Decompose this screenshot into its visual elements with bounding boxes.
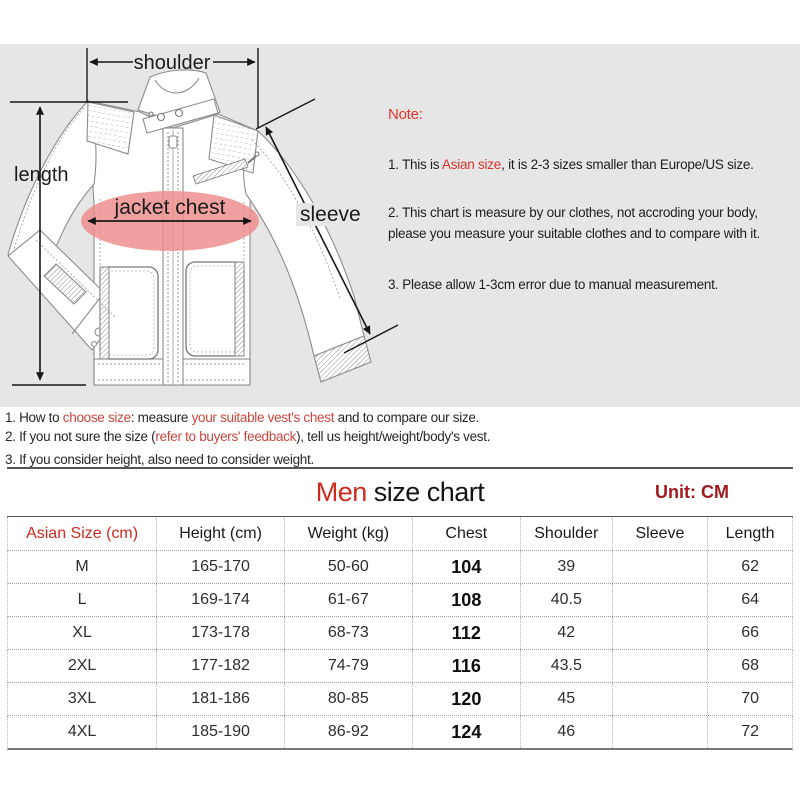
tip-line-1 [5,408,797,427]
tip-text: 2. If you not sure the size ( [5,429,156,444]
table-cell: 66 [707,617,792,649]
table-cell: 45 [520,683,612,715]
size-table [7,467,793,750]
table-cell: 72 [707,716,792,748]
note-text: 2. This chart is measure by our clothes, not accroding your body, [388,205,758,220]
table-title-red: Men [315,477,367,507]
table-cell: 80-85 [284,683,412,715]
tip-text-red: your suitable vest's chest [191,410,335,425]
table-cell: 43.5 [520,650,612,682]
note-text-red: Asian size [442,157,502,172]
table-cell-size: 2XL [67,657,97,674]
table-cell: 62 [707,551,792,583]
table-cell: 177-182 [156,650,284,682]
table-row [7,716,793,750]
note-text: 1. This is [388,157,443,172]
table-cell: 64 [707,584,792,616]
table-cell [612,617,708,649]
sleeve-label: sleeve [300,203,361,226]
tips-section [5,408,797,469]
table-row [7,584,793,617]
column-header-weight: Weight (kg) [284,517,412,550]
table-cell: 74-79 [284,650,412,682]
table-cell: 61-67 [284,584,412,616]
table-cell: 86-92 [284,716,412,748]
column-header-shoulder: Shoulder [520,517,612,550]
tip-text-red: choose size [62,410,131,425]
column-header-sleeve: Sleeve [612,517,708,550]
note-text: please you measure your suitable clothes and to compare with it. [388,226,760,241]
table-cell: 46 [520,716,612,748]
table-cell-chest: 104 [412,551,520,583]
note-item-3: 3. Please allow 1-3cm error due to manual measurement. [388,277,719,292]
table-cell: 42 [520,617,612,649]
table-cell-chest: 112 [412,617,520,649]
table-cell-chest: 124 [412,716,520,748]
tip-line-3: 3. If you consider height, also need to consider weight. [5,452,314,467]
sleeve-top-tick [256,99,315,129]
tip-text: : measure [130,410,192,425]
tip-line-2 [5,427,797,446]
table-cell-chest: 108 [412,584,520,616]
table-cell [612,683,708,715]
table-row [7,617,793,650]
note-item-1 [388,154,754,175]
length-label: length [14,164,69,186]
table-cell-chest: 120 [412,683,520,715]
table-row [7,650,793,683]
table-cell-chest: 116 [412,650,520,682]
table-cell: 40.5 [520,584,612,616]
table-cell: 68 [707,650,792,682]
table-cell-size: M [75,558,89,575]
table-cell: 185-190 [156,716,284,748]
table-cell: 68-73 [284,617,412,649]
table-cell-size: 4XL [67,723,97,740]
table-cell: 169-174 [156,584,284,616]
shoulder-label: shoulder [133,52,211,74]
column-header-chest: Chest [412,517,520,550]
table-title-row [7,467,793,517]
table-cell: 70 [707,683,792,715]
note-heading: Note: [388,106,423,123]
table-cell: 173-178 [156,617,284,649]
jacket-chest-label: jacket chest [114,196,226,219]
table-row [7,551,793,584]
table-row [7,683,793,716]
table-cell: 39 [520,551,612,583]
table-cell [612,650,708,682]
jacket-diagram [0,44,400,407]
column-header-height: Height (cm) [156,517,284,550]
tip-text: 1. How to [5,410,63,425]
table-cell: 181-186 [156,683,284,715]
column-header-length: Length [707,517,792,550]
note-item-2 [388,202,760,244]
tip-text-red: refer to buyers' feedback [155,429,297,444]
tip-text: ), tell us height/weight/body's vest. [296,429,491,444]
table-cell: 50-60 [284,551,412,583]
table-cell [612,584,708,616]
tip-text: and to compare our size. [334,410,480,425]
illustration-panel [0,44,800,407]
table-title-rest: size chart [366,477,485,507]
header-row [7,517,793,551]
unit-label: Unit: CM [655,482,729,502]
table-cell-size: 3XL [67,690,97,707]
table-cell [612,716,708,748]
note-text: , it is 2-3 sizes smaller than Europe/US size. [501,157,754,172]
column-header-asian-size: Asian Size (cm) [26,524,139,542]
table-cell [612,551,708,583]
table-cell-size: XL [72,624,92,641]
table-cell-size: L [77,591,87,608]
table-cell: 165-170 [156,551,284,583]
